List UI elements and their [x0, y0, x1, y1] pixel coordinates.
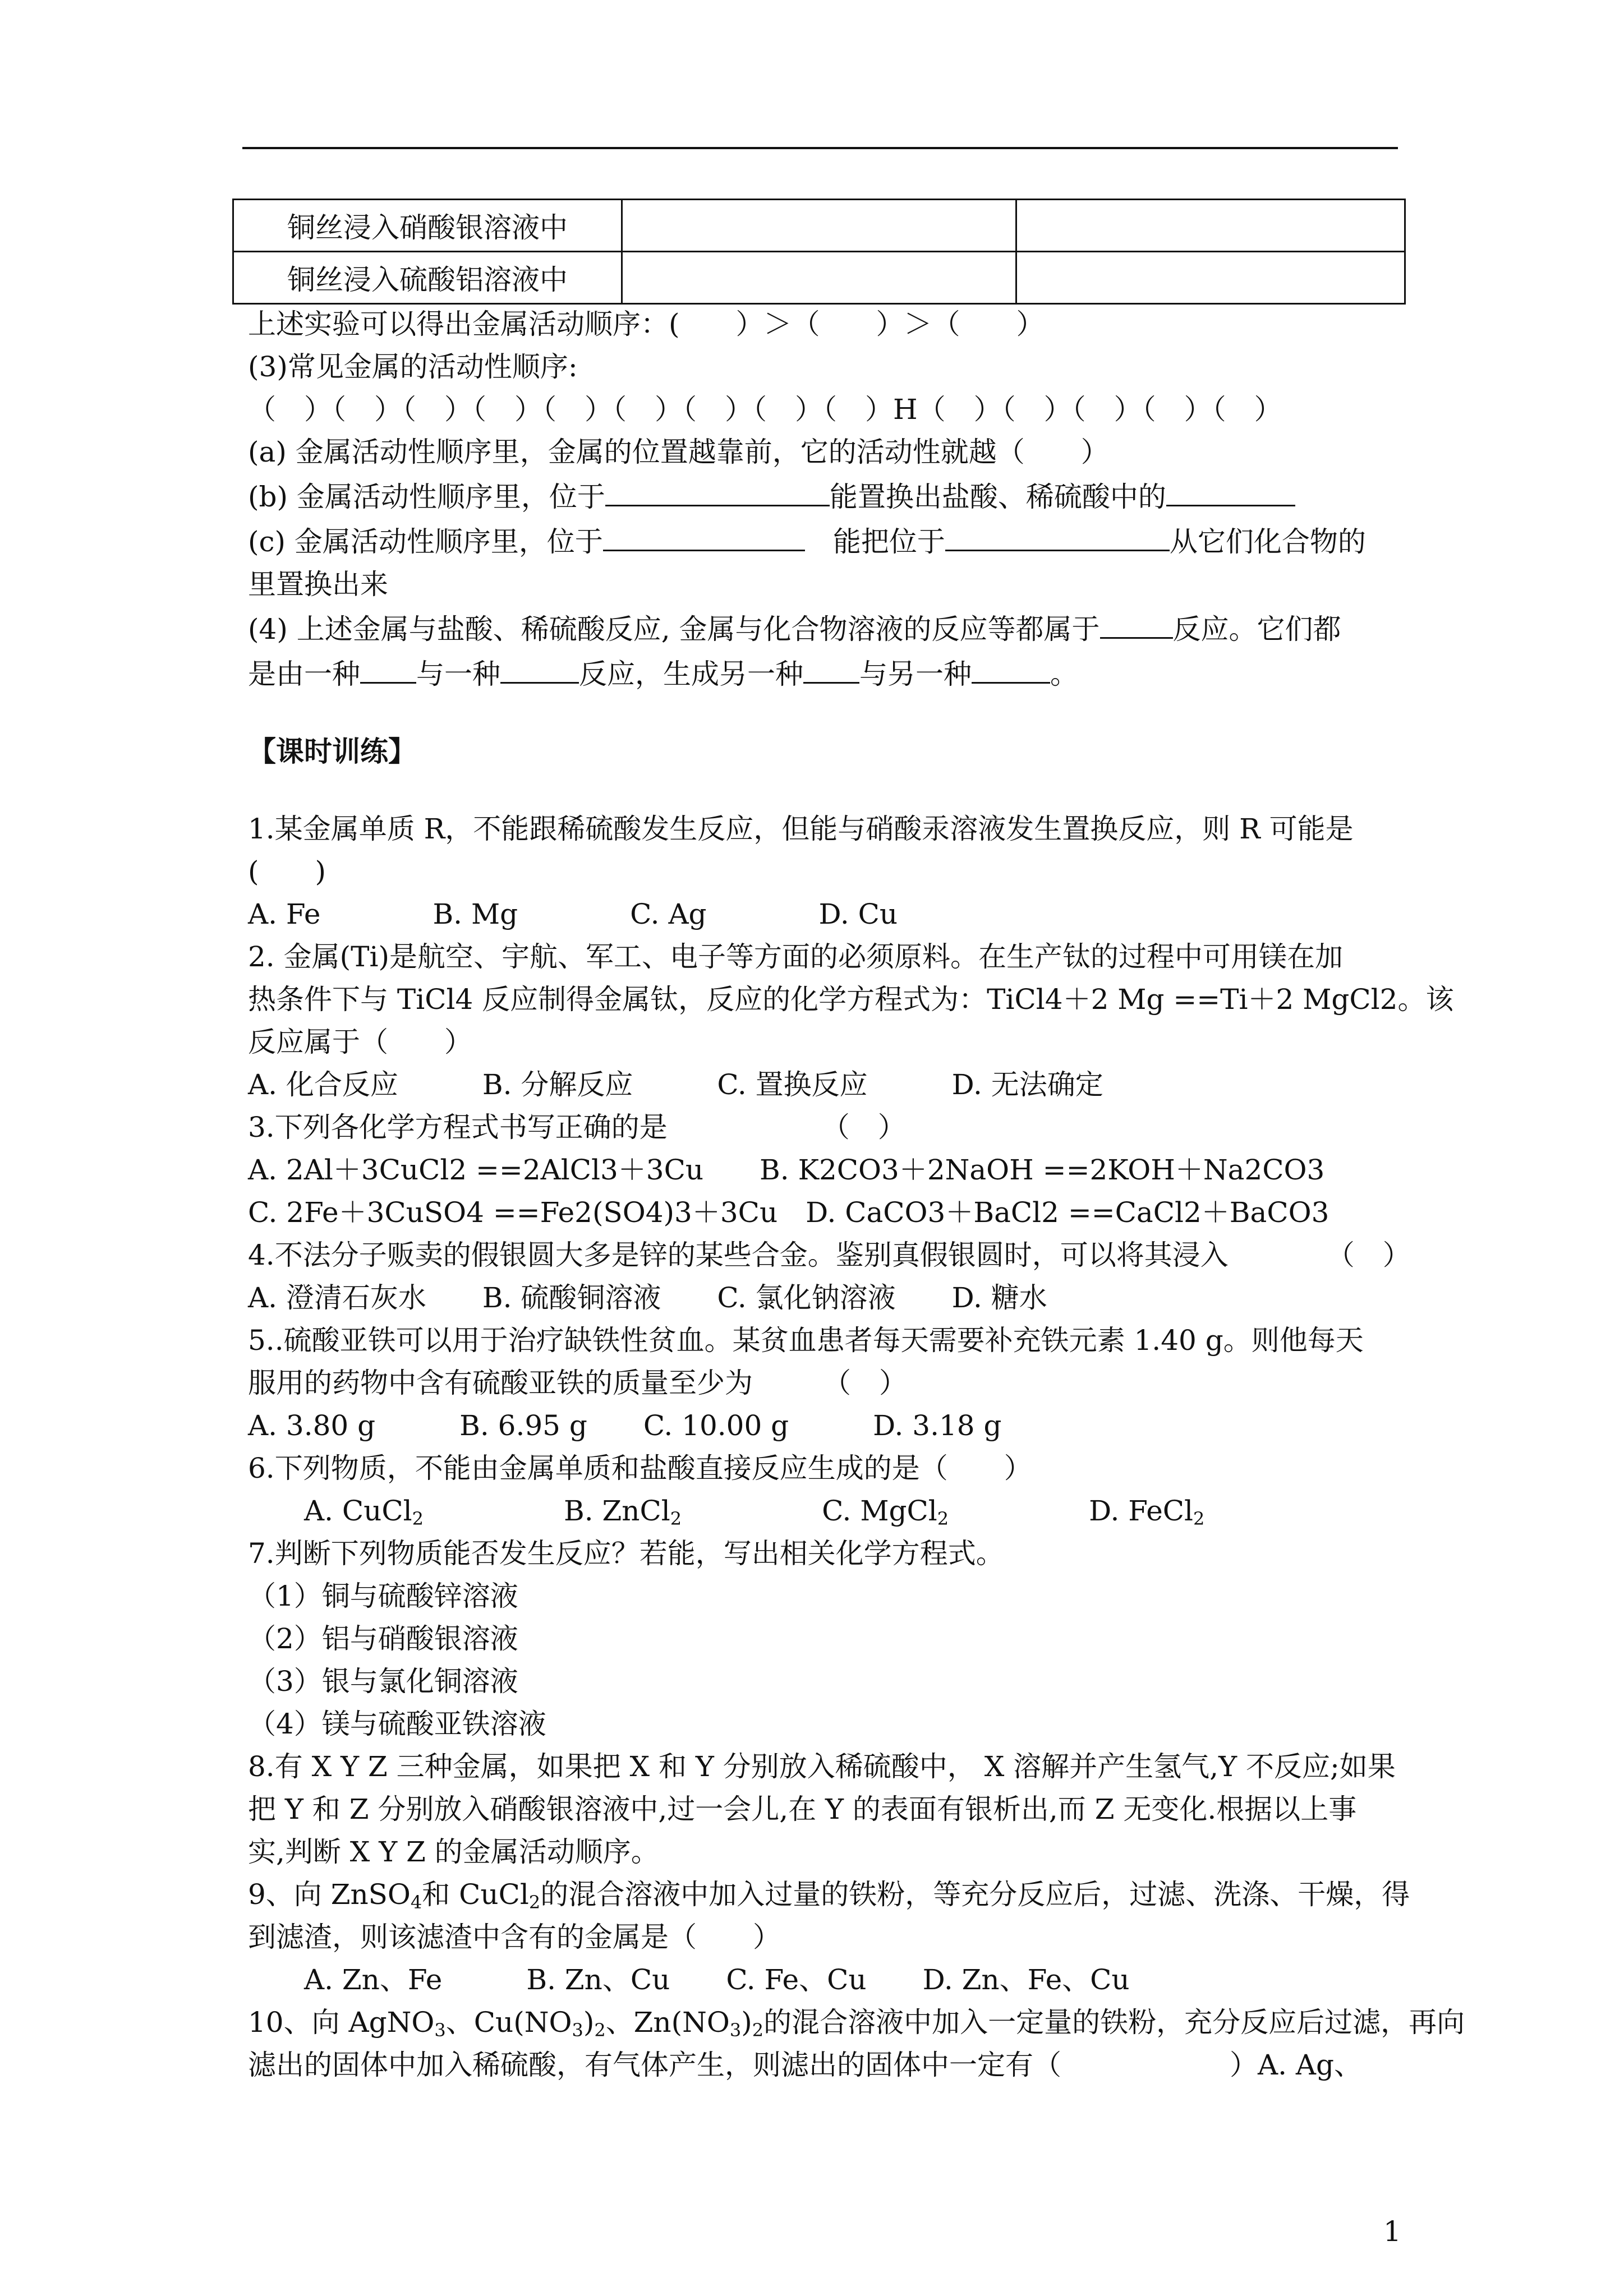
table-cell	[1016, 200, 1405, 252]
question-7-item-2: （2）铝与硝酸银溶液	[248, 1622, 518, 1655]
experiment-table	[232, 199, 1406, 305]
question-5-line-1: 5..硫酸亚铁可以用于治疗缺铁性贫血。某贫血患者每天需要补充铁元素 1.40 g。则他每天	[248, 1324, 1364, 1357]
question-9-text-2: 和 CuCl	[422, 1878, 529, 1911]
question-9-line-2: 到滤渣，则该滤渣中含有的金属是（ ）	[248, 1921, 781, 1953]
question-3-options-cd: C. 2Fe＋3CuSO4 ==Fe2(SO4)3＋3Cu D. CaCO3＋BaCl2 ==CaCl2＋BaCO3	[248, 1196, 1329, 1229]
table-cell	[622, 200, 1016, 252]
question-7-item-1: （1）铜与硫酸锌溶液	[248, 1580, 518, 1612]
item-4-text-4: 与一种	[416, 658, 500, 690]
rule-c-text-3: 从它们化合物的	[1169, 525, 1366, 558]
question-7-item-4: （4）镁与硫酸亚铁溶液	[248, 1708, 546, 1740]
subscript: 2	[752, 2020, 764, 2041]
question-1: 1.某金属单质 R，不能跟稀硫酸发生反应，但能与硝酸汞溶液发生置换反应，则 R 可能是	[248, 813, 1354, 845]
rule-a: (a) 金属活动性顺序里，金属的位置越靠前，它的活动性就越（ ）	[248, 436, 1109, 468]
question-7-item-3: （3）银与氯化铜溶液	[248, 1665, 518, 1698]
rule-c-text-2: 能把位于	[804, 525, 945, 558]
question-5-options: A. 3.80 g B. 6.95 g C. 10.00 g D. 3.18 g	[248, 1409, 1002, 1442]
fill-blank	[803, 651, 859, 684]
table-row	[233, 252, 1405, 304]
section-title: 【课时训练】	[248, 735, 416, 768]
option-b: B. ZnCl	[563, 1495, 670, 1527]
fill-blank	[360, 651, 416, 684]
subscript: 2	[670, 1508, 682, 1529]
table-cell-label: 铜丝浸入硝酸银溶液中	[233, 200, 622, 252]
rule-b	[248, 473, 1415, 518]
header-rule	[242, 147, 1398, 149]
question-2-line-2: 热条件下与 TiCl4 反应制得金属钛，反应的化学方程式为：TiCl4＋2 Mg ==Ti＋2 MgCl2。该	[248, 983, 1454, 1016]
question-10-text-5: )	[741, 2006, 752, 2039]
subscript: 2	[594, 2020, 606, 2041]
question-2-options: A. 化合反应 B. 分解反应 C. 置换反应 D. 无法确定	[248, 1068, 1103, 1101]
question-2-line-3: 反应属于（ ）	[248, 1026, 472, 1058]
question-9-line-1	[248, 1873, 1415, 1916]
question-10-text-3: )	[583, 2006, 595, 2039]
item-4-text-6: 与另一种	[859, 658, 972, 690]
activity-sequence-line: （ ）（ ）（ ）（ ）（ ）（ ）（ ）（ ）（ ）H（ ）（ ）（ ）（ ）（ ）	[248, 393, 1282, 426]
subscript: 3	[434, 2020, 446, 2041]
fill-blank	[603, 518, 805, 551]
item-4-text-3: 是由一种	[248, 658, 360, 690]
question-8-line-3: 实,判断 X Y Z 的金属活动顺序。	[248, 1836, 659, 1868]
common-metals-heading: (3)常见金属的活动性顺序:	[248, 351, 578, 383]
subscript: 2	[1193, 1508, 1205, 1529]
item-4-text-7: 。	[1050, 658, 1078, 690]
question-10-line-1	[248, 2001, 1465, 2044]
table-cell	[622, 252, 1016, 304]
item-4-line-1	[248, 606, 1415, 651]
activity-order-line: 上述实验可以得出金属活动顺序：( ）＞（ ）＞（ ）	[248, 308, 1045, 340]
question-10-line-2: 滤出的固体中加入稀硫酸，有气体产生，则滤出的固体中一定有（ ）A. Ag、	[248, 2049, 1363, 2081]
question-10-text-1: 10、向 AgNO	[248, 2006, 435, 2039]
rule-c	[248, 518, 1415, 563]
question-3-options-ab: A. 2Al＋3CuCl2 ==2AlCl3＋3Cu B. K2CO3＋2NaOH ==2KOH＋Na2CO3	[248, 1154, 1325, 1186]
fill-blank	[1166, 473, 1295, 506]
question-1-options: A. Fe B. Mg C. Ag D. Cu	[248, 898, 898, 930]
fill-blank	[1100, 606, 1173, 639]
question-8-line-2: 把 Y 和 Z 分别放入硝酸银溶液中,过一会儿,在 Y 的表面有银析出,而 Z 无变化.根据以上事	[248, 1793, 1357, 1825]
option-d: D. FeCl	[1089, 1495, 1194, 1527]
option-a: A. CuCl	[304, 1495, 412, 1527]
question-9-options-text: A. Zn、Fe B. Zn、Cu C. Fe、Cu D. Zn、Fe、Cu	[304, 1963, 1130, 1996]
item-4-text-5: 反应，生成另一种	[579, 658, 803, 690]
item-4-line-2	[248, 651, 1415, 695]
question-4: 4.不法分子贩卖的假银圆大多是锌的某些合金。鉴别真假银圆时，可以将其浸入 （ ）	[248, 1239, 1411, 1271]
question-8-line-1: 8.有 X Y Z 三种金属，如果把 X 和 Y 分别放入稀硫酸中， X 溶解并产生氢气,Y 不反应;如果	[248, 1750, 1396, 1783]
question-2-line-1: 2. 金属(Ti)是航空、宇航、军工、电子等方面的必须原料。在生产钛的过程中可用镁在加	[248, 940, 1343, 973]
fill-blank	[500, 651, 579, 684]
rule-c-text-1: (c) 金属活动性顺序里，位于	[248, 525, 603, 558]
question-10-text-6: 的混合溶液中加入一定量的铁粉，充分反应后过滤，再向	[763, 2006, 1465, 2039]
item-4-text-2: 反应。它们都	[1172, 613, 1341, 646]
option-c: C. MgCl	[822, 1495, 937, 1527]
subscript: 2	[937, 1508, 949, 1529]
document-body	[248, 303, 1465, 2086]
fill-blank	[972, 651, 1050, 684]
question-1-paren: ( )	[248, 855, 326, 888]
table-cell-label: 铜丝浸入硫酸铝溶液中	[233, 252, 622, 304]
rule-b-text-2: 能置换出盐酸、稀硫酸中的	[829, 481, 1166, 513]
question-10-text-4: 、Zn(NO	[605, 2006, 730, 2039]
question-9-options	[248, 1958, 1415, 2001]
question-4-options: A. 澄清石灰水 B. 硫酸铜溶液 C. 氯化钠溶液 D. 糖水	[248, 1281, 1047, 1314]
question-9-text-1: 9、向 ZnSO	[248, 1878, 411, 1911]
question-7: 7.判断下列物质能否发生反应？若能，写出相关化学方程式。	[248, 1537, 1004, 1570]
subscript: 4	[410, 1892, 422, 1913]
question-6-options	[248, 1490, 1415, 1532]
rule-c-continued: 里置换出来	[248, 568, 388, 601]
table-row	[233, 200, 1405, 252]
question-6: 6.下列物质，不能由金属单质和盐酸直接反应生成的是（ ）	[248, 1452, 1032, 1484]
subscript: 2	[528, 1892, 541, 1913]
subscript: 2	[412, 1508, 424, 1529]
question-3: 3.下列各化学方程式书写正确的是 （ ）	[248, 1111, 906, 1144]
question-10-text-2: 、Cu(NO	[445, 2006, 572, 2039]
question-5-line-2: 服用的药物中含有硫酸亚铁的质量至少为 （ ）	[248, 1367, 907, 1399]
table-cell	[1016, 252, 1405, 304]
rule-b-text-1: (b) 金属活动性顺序里，位于	[248, 481, 605, 513]
fill-blank	[605, 473, 830, 506]
subscript: 3	[729, 2020, 742, 2041]
fill-blank	[945, 518, 1170, 551]
page-number: 1	[1383, 2215, 1401, 2248]
question-9-text-3: 的混合溶液中加入过量的铁粉，等充分反应后，过滤、洗涤、干燥，得	[540, 1878, 1410, 1911]
subscript: 3	[572, 2020, 583, 2041]
item-4-text-1: (4) 上述金属与盐酸、稀硫酸反应, 金属与化合物溶液的反应等都属于	[248, 613, 1100, 646]
